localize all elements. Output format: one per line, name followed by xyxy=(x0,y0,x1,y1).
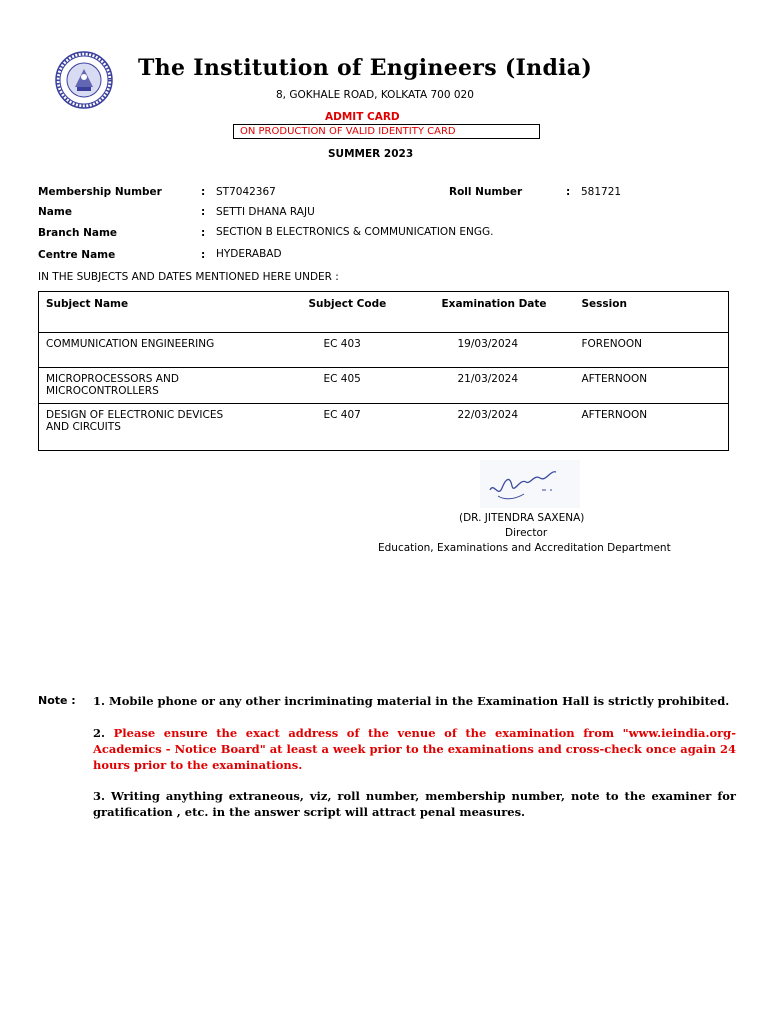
institution-address: 8, GOKHALE ROAD, KOLKATA 700 020 xyxy=(276,89,474,101)
signatory-title: Director xyxy=(505,527,548,539)
director-signature xyxy=(480,460,580,508)
note-label: Note : xyxy=(38,694,76,707)
row-subject: COMMUNICATION ENGINEERING xyxy=(39,333,302,368)
note-2-text: Please ensure the exact address of the venue of the examination from "www.ieindia.org- Academics - Notice Board" at least a week prior to the examinations and cross-check once again 24 hours prior to the examinations. xyxy=(93,726,736,772)
roll-label: Roll Number xyxy=(449,186,523,198)
row-date: 19/03/2024 xyxy=(435,333,577,368)
branch-label: Branch Name xyxy=(38,227,118,239)
row-code: EC 405 xyxy=(302,368,435,404)
signatory-department: Education, Examinations and Accreditation Department xyxy=(378,542,671,554)
roll-value: 581721 xyxy=(581,186,622,198)
institution-title: The Institution of Engineers (India) xyxy=(138,55,593,81)
note-item-2 xyxy=(93,725,736,773)
note-item-3: 3. Writing anything extraneous, viz, roll number, membership number, note to the examiner for gratification , etc. in the answer script will attract penal measures. xyxy=(93,789,736,819)
header-exam-date: Examination Date xyxy=(435,292,577,333)
row-date: 22/03/2024 xyxy=(435,404,577,451)
centre-value: HYDERABAD xyxy=(216,248,282,260)
header-subject-name: Subject Name xyxy=(39,292,302,333)
subjects-table xyxy=(38,291,729,451)
row-session: AFTERNOON xyxy=(577,368,729,404)
branch-colon: : xyxy=(201,227,206,239)
name-label: Name xyxy=(38,206,72,218)
table-row xyxy=(39,404,729,451)
table-row xyxy=(39,333,729,368)
note-2-number: 2. xyxy=(93,726,106,740)
centre-colon: : xyxy=(201,249,206,261)
name-value: SETTI DHANA RAJU xyxy=(216,206,315,218)
row-code: EC 407 xyxy=(302,404,435,451)
subjects-intro: IN THE SUBJECTS AND DATES MENTIONED HERE UNDER : xyxy=(38,271,339,283)
branch-value: SECTION B ELECTRONICS & COMMUNICATION ENGG. xyxy=(216,226,494,238)
centre-label: Centre Name xyxy=(38,249,116,261)
header-session: Session xyxy=(577,292,729,333)
row-session: FORENOON xyxy=(577,333,729,368)
membership-label: Membership Number xyxy=(38,186,162,198)
membership-value: ST7042367 xyxy=(216,186,276,198)
identity-notice-box: ON PRODUCTION OF VALID IDENTITY CARD xyxy=(233,124,540,139)
row-code: EC 403 xyxy=(302,333,435,368)
row-session: AFTERNOON xyxy=(577,404,729,451)
exam-session-heading: SUMMER 2023 xyxy=(328,148,414,160)
membership-colon: : xyxy=(201,186,206,198)
note-item-1: 1. Mobile phone or any other incriminating material in the Examination Hall is strictly prohibited. xyxy=(93,694,730,708)
row-subject: MICROPROCESSORS AND MICROCONTROLLERS xyxy=(39,368,302,404)
header-subject-code: Subject Code xyxy=(302,292,435,333)
table-header-row xyxy=(39,292,729,333)
signatory-name: (DR. JITENDRA SAXENA) xyxy=(459,512,585,524)
admit-card-heading: ADMIT CARD xyxy=(325,111,400,123)
institution-seal-logo xyxy=(55,51,113,109)
table-row xyxy=(39,368,729,404)
row-date: 21/03/2024 xyxy=(435,368,577,404)
name-colon: : xyxy=(201,206,206,218)
row-subject: DESIGN OF ELECTRONIC DEVICES AND CIRCUITS xyxy=(39,404,302,451)
roll-colon: : xyxy=(566,186,571,198)
